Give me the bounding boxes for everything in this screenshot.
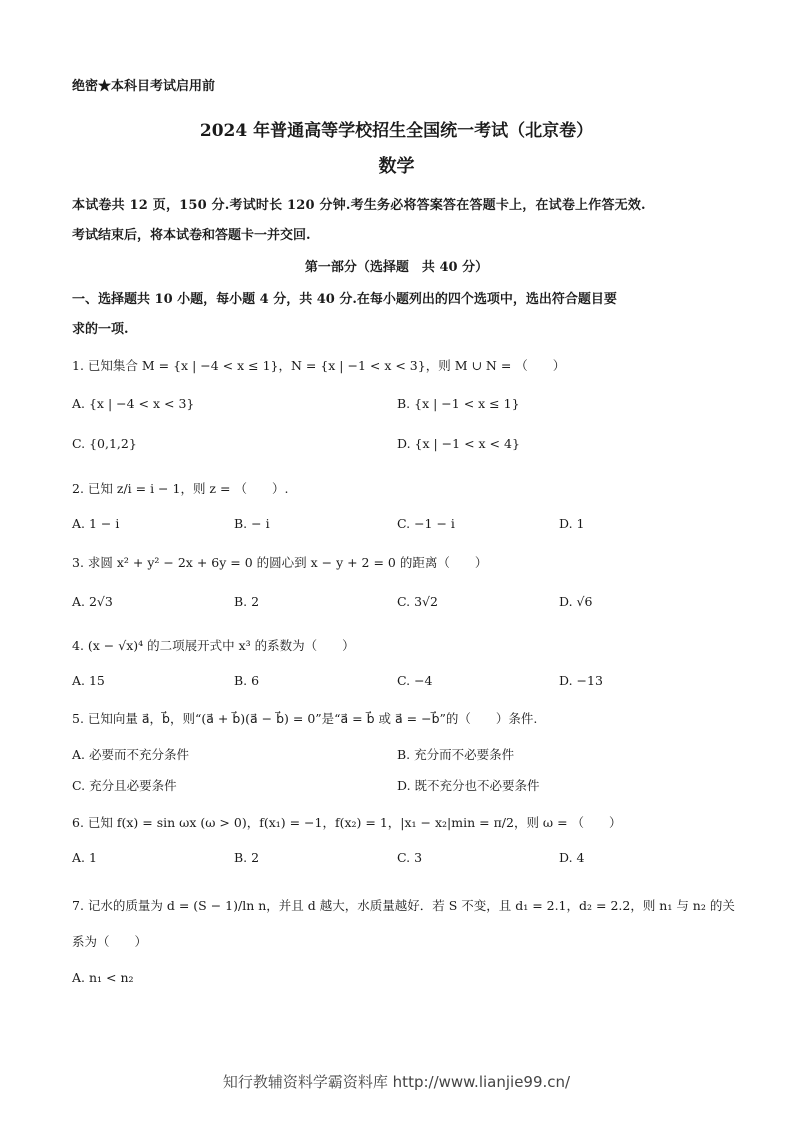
section-instructions-line-1: 一、选择题共 10 小题，每小题 4 分，共 40 分.在每小题列出的四个选项中，选出符合题目要	[72, 292, 617, 307]
question-3-option-c: C. 3√2	[397, 594, 438, 609]
question-6-stem: 6. 已知 f(x) = sin ωx (ω > 0)，f(x₁) = −1，f(x₂) = 1，|x₁ − x₂|min = π/2，则 ω = （ ）	[72, 815, 622, 830]
secret-mark: 绝密★本科目考试启用前	[72, 79, 216, 94]
question-4-option-a: A. 15	[72, 673, 105, 688]
question-1-option-d: D. {x | −1 < x < 4}	[397, 436, 520, 451]
footer-source-link[interactable]: 知行教辅资料学霸资料库 http://www.lianjie99.cn/	[222, 1073, 571, 1091]
question-5-option-c: C. 充分且必要条件	[72, 778, 177, 793]
question-5-option-a: A. 必要而不充分条件	[72, 747, 189, 762]
exam-title: 2024 年普通高等学校招生全国统一考试（北京卷）	[199, 121, 594, 141]
question-3-option-d: D. √6	[559, 594, 593, 609]
question-2-option-d: D. 1	[559, 516, 585, 531]
subject-title: 数学	[378, 156, 415, 177]
instructions-line-2: 考试结束后，将本试卷和答题卡一并交回.	[72, 228, 311, 243]
question-6-option-d: D. 4	[559, 850, 585, 865]
question-3-stem: 3. 求圆 x² + y² − 2x + 6y = 0 的圆心到 x − y + 2 = 0 的距离（ ）	[72, 555, 488, 570]
question-2-option-b: B. − i	[234, 516, 270, 531]
question-4-stem: 4. (x − √x)⁴ 的二项展开式中 x³ 的系数为（ ）	[72, 638, 355, 653]
question-5-option-d: D. 既不充分也不必要条件	[397, 778, 540, 793]
question-1-option-a: A. {x | −4 < x < 3}	[72, 396, 195, 411]
instructions-line-1: 本试卷共 12 页，150 分.考试时长 120 分钟.考生务必将答案答在答题卡上，在试卷上作答无效.	[72, 198, 646, 213]
question-5-stem: 5. 已知向量 a⃗，b⃗，则“(a⃗ + b⃗)(a⃗ − b⃗) = 0”是“a⃗ = b⃗ 或 a⃗ = −b⃗”的（ ）条件.	[72, 711, 538, 726]
question-3-option-a: A. 2√3	[72, 594, 113, 609]
question-4-option-b: B. 6	[234, 673, 260, 688]
question-5-option-b: B. 充分而不必要条件	[397, 747, 515, 762]
part-heading: 第一部分（选择题 共 40 分）	[304, 260, 489, 275]
question-2-stem: 2. 已知 z/i = i − 1，则 z = （ ）.	[72, 481, 289, 496]
question-6-option-a: A. 1	[72, 850, 97, 865]
question-7-option-a: A. n₁ < n₂	[72, 970, 134, 985]
question-3-option-b: B. 2	[234, 594, 260, 609]
question-1-stem: 1. 已知集合 M = {x | −4 < x ≤ 1}，N = {x | −1 < x < 3}，则 M ∪ N = （ ）	[72, 358, 566, 373]
question-1-option-b: B. {x | −1 < x ≤ 1}	[397, 396, 520, 411]
question-7-stem-line-1: 7. 记水的质量为 d = (S − 1)/ln n，并且 d 越大，水质量越好．若 S 不变，且 d₁ = 2.1，d₂ = 2.2，则 n₁ 与 n₂ 的关	[72, 898, 735, 913]
question-6-option-b: B. 2	[234, 850, 260, 865]
question-7-stem-line-2: 系为（ ）	[72, 934, 148, 949]
question-2-option-a: A. 1 − i	[72, 516, 120, 531]
question-4-option-c: C. −4	[397, 673, 433, 688]
question-2-option-c: C. −1 − i	[397, 516, 455, 531]
section-instructions-line-2: 求的一项.	[72, 322, 129, 337]
question-4-option-d: D. −13	[559, 673, 603, 688]
question-6-option-c: C. 3	[397, 850, 423, 865]
question-1-option-c: C. {0,1,2}	[72, 436, 137, 451]
